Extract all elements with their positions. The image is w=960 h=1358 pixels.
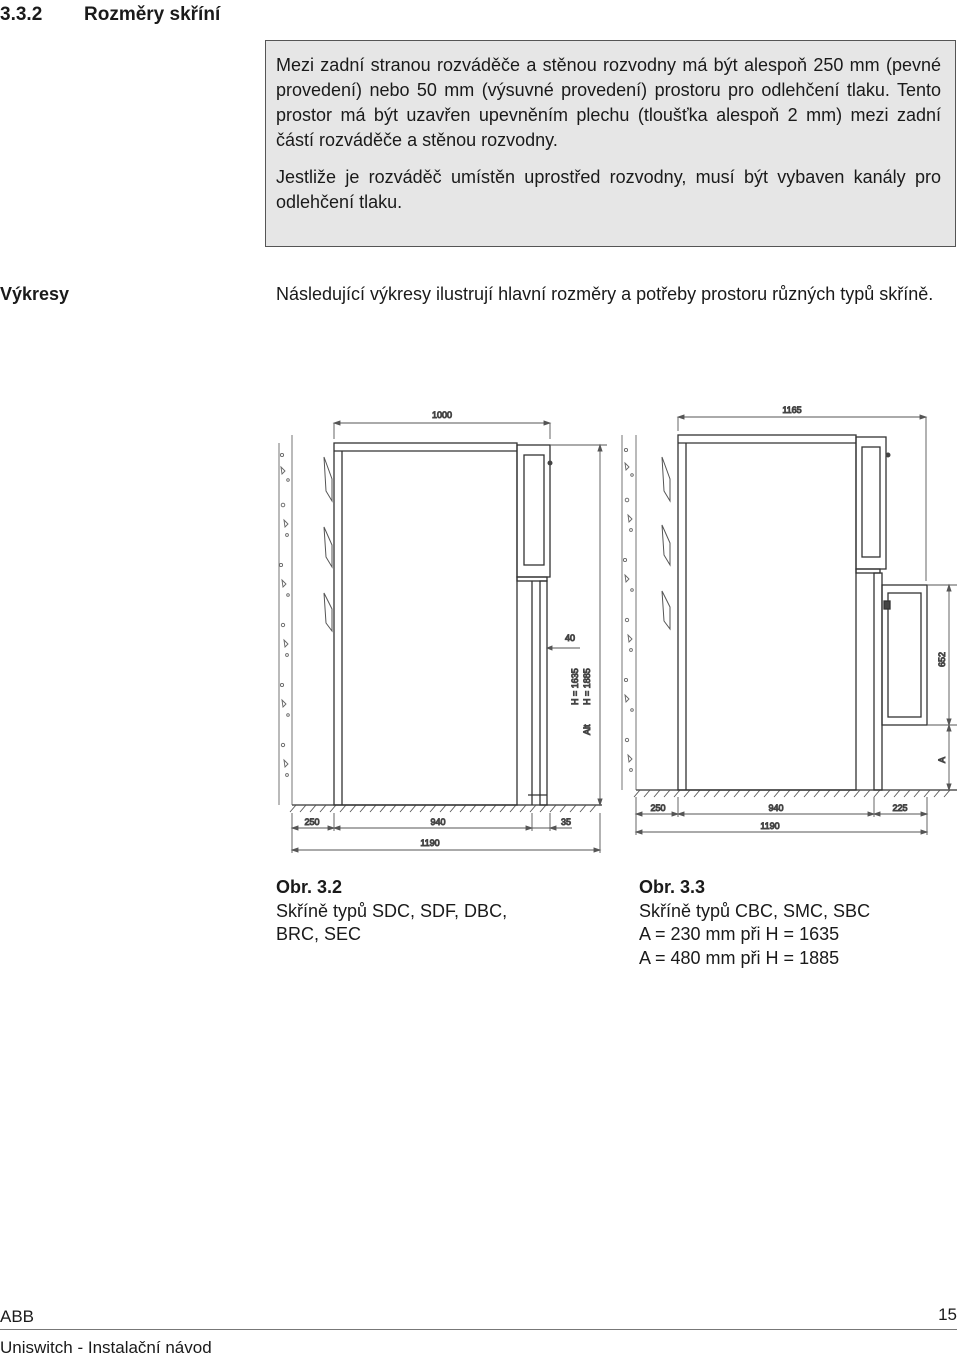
pressure-flaps: [662, 457, 670, 629]
dim-bottom-mid: 940: [768, 803, 784, 813]
dim-bottom-left: 250: [650, 803, 666, 813]
wall-hatch: [622, 435, 636, 790]
top-dimension: [678, 415, 926, 581]
top-dimension: [334, 421, 550, 439]
dim-side: 40: [564, 633, 576, 643]
figure-3-2-caption: [276, 876, 507, 947]
caption-line: A = 480 mm při H = 1885: [639, 947, 840, 968]
dim-bottom-right: 35: [560, 817, 572, 827]
page-number: 15: [938, 1305, 957, 1324]
dim-bottom-right: 225: [892, 803, 908, 813]
section-title: Rozměry skříní: [84, 4, 221, 25]
footer-divider: [0, 1329, 957, 1330]
caption-line: BRC, SEC: [276, 924, 362, 944]
wall-hatch: [279, 435, 292, 805]
note-paragraph-1: Mezi zadní stranou rozváděče a stěnou rozvodny má být alespoň 250 mm (pevné provedení) nebo 50 mm (výsuvné provedení) prostoru pro odlehčení tlaku. Tento prostor má být uzavřen upevněním plechu (tloušťka alespoň 2 mm) mezi zadní částí rozváděče a stěnou rozvodny.: [276, 55, 941, 150]
drawings-intro: Následující výkresy ilustrují hlavní rozměry a potřeby prostoru různých typů skříně.: [276, 284, 934, 304]
footer-document-title: Uniswitch - Instalační návod: [0, 1338, 212, 1357]
dim-right-height: 652: [937, 651, 947, 667]
note-paragraph-2: Jestliže je rozváděč umístěn uprostřed rozvodny, musí být vybaven kanály pro odlehčení tlaku.: [276, 167, 941, 212]
dim-height-2: H = 1885: [582, 668, 592, 705]
cabinet-outline: [334, 443, 550, 805]
dim-bottom-total: 1190: [760, 821, 780, 831]
dim-right-a: A: [937, 756, 947, 763]
caption-line: Skříně typů SDC, SDF, DBC,: [276, 900, 508, 921]
bottom-dimensions: [292, 813, 600, 853]
dim-bottom-left: 250: [304, 817, 320, 827]
caption-line: Skříně typů CBC, SMC, SBC: [639, 900, 871, 921]
dim-height-1: H = 1635: [570, 668, 580, 705]
dim-top: 1000: [431, 410, 453, 420]
pressure-flaps: [324, 457, 332, 631]
dim-bottom-mid: 940: [430, 817, 446, 827]
caption-title: Obr. 3.3: [639, 877, 706, 897]
height-dimension: [550, 445, 607, 805]
side-dimension: [547, 646, 580, 650]
drawings-label: Výkresy: [0, 284, 70, 304]
floor-hatch: [634, 790, 957, 797]
note-box: [265, 40, 956, 247]
caption-line: A = 230 mm při H = 1635: [639, 924, 840, 944]
section-number: 3.3.2: [0, 4, 43, 25]
footer-brand: ABB: [0, 1307, 35, 1326]
figure-3-3-drawing: [612, 395, 960, 850]
dim-alt: Alt: [582, 724, 592, 735]
floor-hatch: [290, 805, 602, 812]
dim-top: 1165: [782, 405, 802, 415]
caption-title: Obr. 3.2: [276, 877, 343, 897]
dim-bottom-total: 1190: [420, 838, 440, 848]
cabinet-outline: [678, 435, 927, 790]
figure-3-3-caption: [639, 876, 870, 970]
section-heading: [0, 4, 220, 26]
figure-3-2-drawing: [262, 395, 612, 860]
